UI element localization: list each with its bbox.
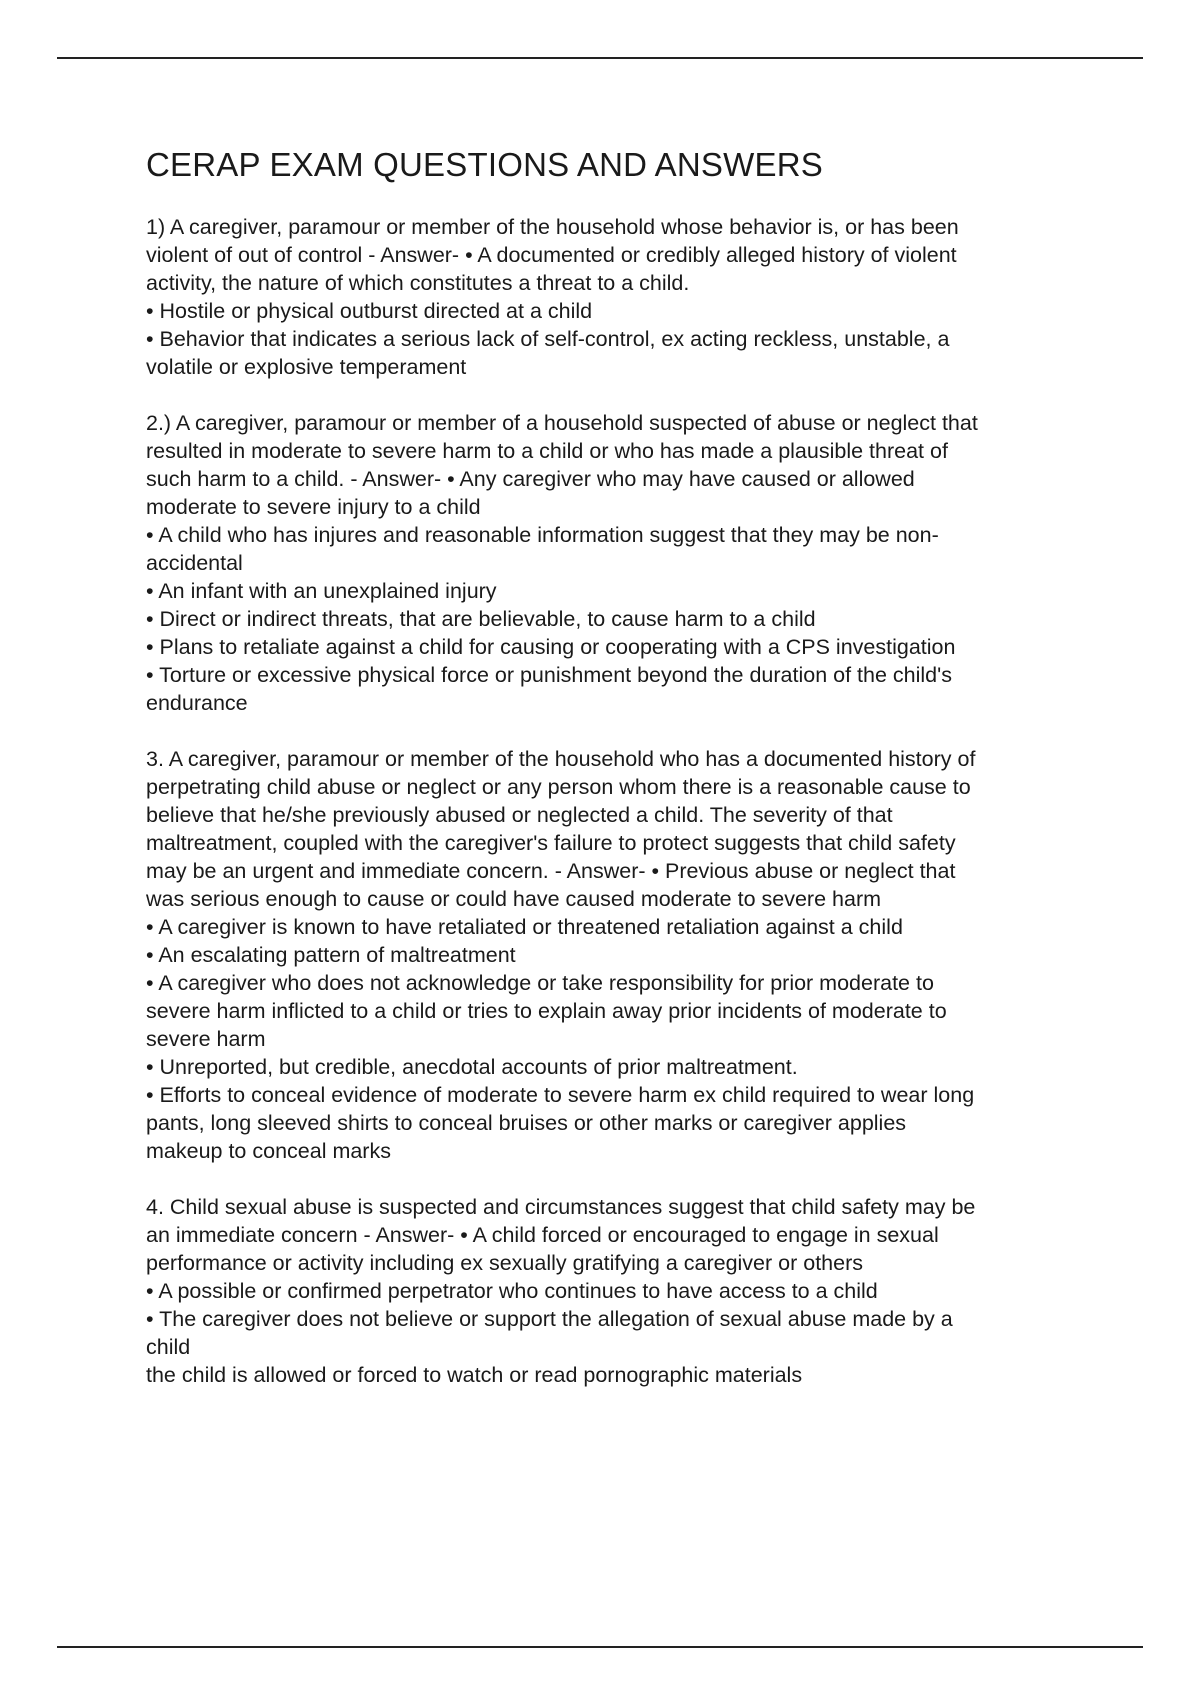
qa-text-line: • An infant with an unexplained injury bbox=[146, 579, 497, 603]
qa-text-line: pants, long sleeved shirts to conceal bruises or other marks or caregiver applies bbox=[146, 1111, 907, 1135]
qa-text-line: accidental bbox=[146, 551, 243, 575]
qa-text-line: volatile or explosive temperament bbox=[146, 355, 467, 379]
qa-text-line: maltreatment, coupled with the caregiver's failure to protect suggests that child safety bbox=[146, 831, 956, 855]
qa-text-line: • Hostile or physical outburst directed at a child bbox=[146, 299, 593, 323]
document-title: CERAP EXAM QUESTIONS AND ANSWERS bbox=[146, 146, 823, 183]
qa-text-line: • Efforts to conceal evidence of moderate to severe harm ex child required to wear long bbox=[146, 1083, 975, 1107]
qa-text-line: • Direct or indirect threats, that are believable, to cause harm to a child bbox=[146, 607, 816, 631]
qa-text-line: • A child who has injures and reasonable information suggest that they may be non- bbox=[146, 523, 939, 547]
qa-text-line: • An escalating pattern of maltreatment bbox=[146, 943, 516, 967]
qa-text-line: 2.) A caregiver, paramour or member of a household suspected of abuse or neglect that bbox=[146, 411, 978, 435]
qa-text-line: • Plans to retaliate against a child for causing or cooperating with a CPS investigation bbox=[146, 635, 956, 659]
qa-text-line: 3. A caregiver, paramour or member of the household who has a documented history of bbox=[146, 747, 976, 771]
qa-text-line: such harm to a child. - Answer- • Any caregiver who may have caused or allowed bbox=[146, 467, 915, 491]
qa-text-line: resulted in moderate to severe harm to a child or who has made a plausible threat of bbox=[146, 439, 948, 463]
qa-text-line: an immediate concern - Answer- • A child forced or encouraged to engage in sexual bbox=[146, 1223, 939, 1247]
qa-text-line: • A caregiver is known to have retaliated or threatened retaliation against a child bbox=[146, 915, 903, 939]
qa-text-line: endurance bbox=[146, 691, 248, 715]
document-body bbox=[146, 143, 1096, 1417]
qa-text-line: performance or activity including ex sexually gratifying a caregiver or others bbox=[146, 1251, 863, 1275]
qa-text-line: may be an urgent and immediate concern. - Answer- • Previous abuse or neglect that bbox=[146, 859, 956, 883]
qa-item bbox=[146, 1193, 1096, 1389]
qa-item bbox=[146, 213, 1096, 381]
qa-text-line: child bbox=[146, 1335, 191, 1359]
qa-text-line: 4. Child sexual abuse is suspected and circumstances suggest that child safety may be bbox=[146, 1195, 976, 1219]
top-divider bbox=[57, 57, 1143, 59]
qa-text-line: moderate to severe injury to a child bbox=[146, 495, 481, 519]
qa-text-line: makeup to conceal marks bbox=[146, 1139, 391, 1163]
qa-text-line: severe harm bbox=[146, 1027, 266, 1051]
qa-text-line: severe harm inflicted to a child or tries to explain away prior incidents of moderate to bbox=[146, 999, 947, 1023]
qa-text-line: perpetrating child abuse or neglect or any person whom there is a reasonable cause to bbox=[146, 775, 971, 799]
bottom-divider bbox=[57, 1646, 1143, 1648]
qa-text-line: • A caregiver who does not acknowledge or take responsibility for prior moderate to bbox=[146, 971, 934, 995]
qa-text-line: 1) A caregiver, paramour or member of the household whose behavior is, or has been bbox=[146, 215, 959, 239]
qa-text-line: activity, the nature of which constitutes a threat to a child. bbox=[146, 271, 690, 295]
qa-text-line: believe that he/she previously abused or neglected a child. The severity of that bbox=[146, 803, 893, 827]
qa-list bbox=[146, 213, 1096, 1389]
qa-text-line: • Torture or excessive physical force or punishment beyond the duration of the child's bbox=[146, 663, 952, 687]
qa-text-line: violent of out of control - Answer- • A documented or credibly alleged history of violent bbox=[146, 243, 957, 267]
qa-text-line: • A possible or confirmed perpetrator who continues to have access to a child bbox=[146, 1279, 878, 1303]
qa-item bbox=[146, 409, 1096, 717]
qa-text-line: • Behavior that indicates a serious lack of self-control, ex acting reckless, unstable, a bbox=[146, 327, 950, 351]
qa-text-line: was serious enough to cause or could have caused moderate to severe harm bbox=[146, 887, 882, 911]
qa-item bbox=[146, 745, 1096, 1165]
qa-text-line: • The caregiver does not believe or support the allegation of sexual abuse made by a bbox=[146, 1307, 953, 1331]
qa-text-line: • Unreported, but credible, anecdotal accounts of prior maltreatment. bbox=[146, 1055, 798, 1079]
qa-text-line: the child is allowed or forced to watch or read pornographic materials bbox=[146, 1363, 803, 1387]
